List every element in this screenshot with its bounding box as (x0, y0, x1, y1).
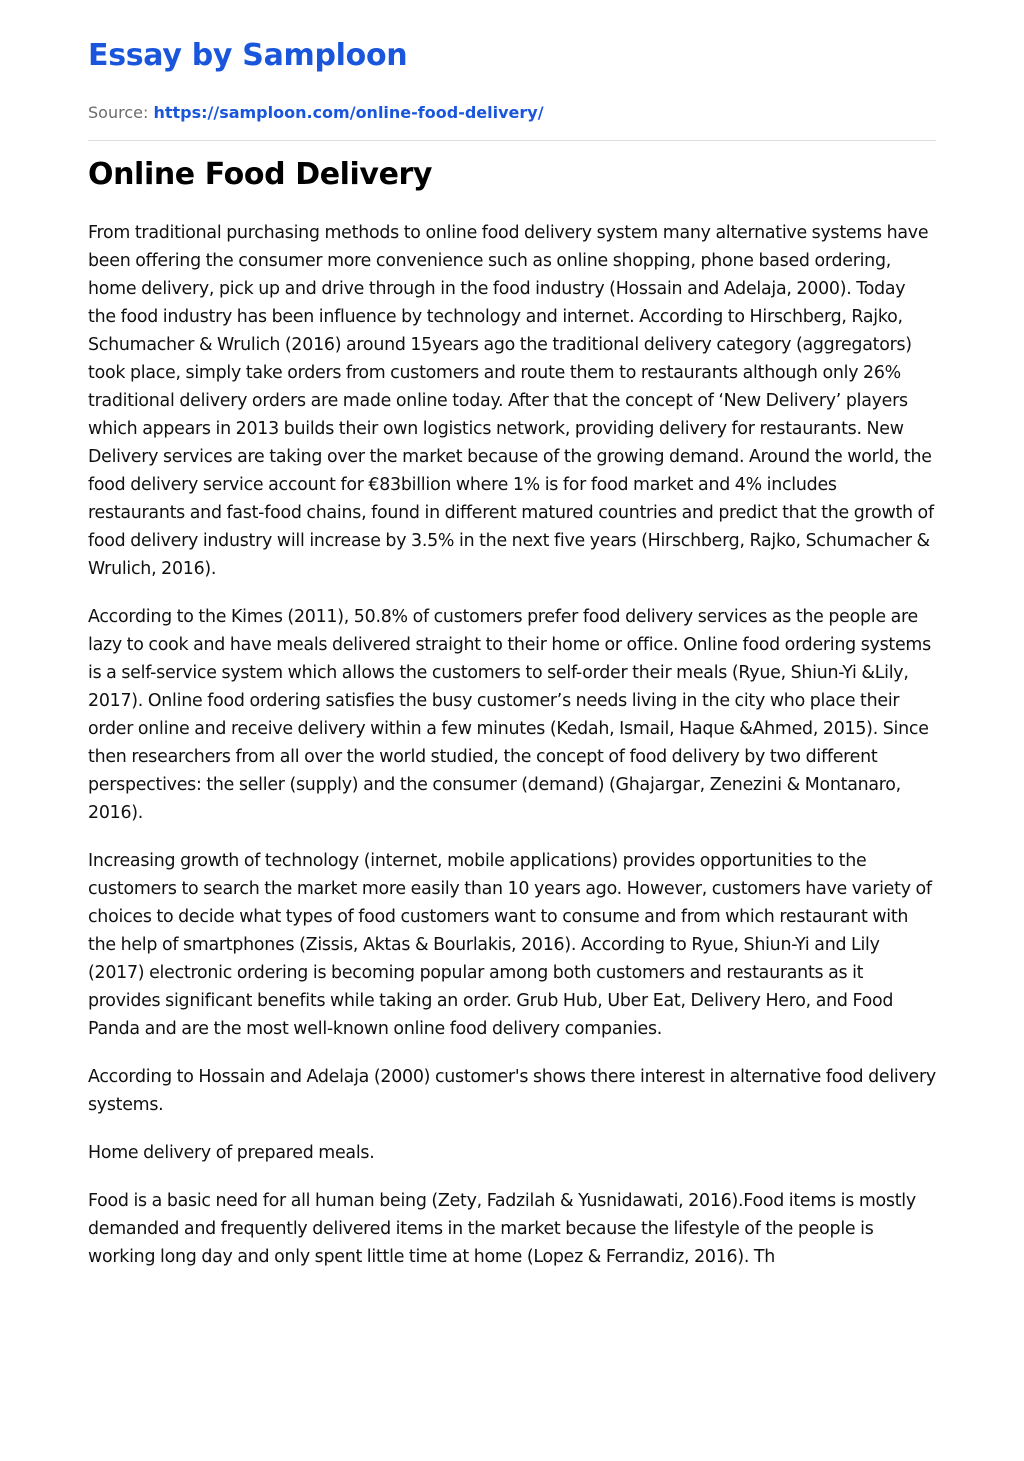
essay-paragraph: Increasing growth of technology (internet, mobile applications) provides opportunities to the customers to search the market more easily than 10 years ago. However, customers have variety of choices to decide what types of food customers want to consume and from which restaurant with the help of smartphones (Zissis, Aktas & Bourlakis, 2016). According to Ryue, Shiun-Yi and Lily (2017) electronic ordering is becoming popular among both customers and restaurants as it provides significant benefits while taking an order. Grub Hub, Uber Eat, Delivery Hero, and Food Panda and are the most well-known online food delivery companies. (88, 851, 932, 1039)
essay-paragraph: Food is a basic need for all human being (Zety, Fadzilah & Yusnidawati, 2016).Food items is mostly demanded and frequently delivered items in the market because the lifestyle of the people is working long day and only spent little time at home (Lopez & Ferrandiz, 2016). Th (88, 1191, 916, 1267)
essay-paragraph: From traditional purchasing methods to online food delivery system many alternative systems have been offering the consumer more convenience such as online shopping, phone based ordering, home delivery, pick up and drive through in the food industry (Hossain and Adelaja, 2000). Today the food industry has been influence by technology and internet. According to Hirschberg, Rajko, Schumacher & Wrulich (2016) around 15years ago the traditional delivery category (aggregators) took place, simply take orders from customers and route them to restaurants although only 26% traditional delivery orders are made online today. After that the concept of ‘New Delivery’ players which appears in 2013 builds their own logistics network, providing delivery for restaurants. New Delivery services are taking over the market because of the growing demand. Around the world, the food delivery service account for €83billion where 1% is for food market and 4% includes restaurants and fast-food chains, found in different matured countries and predict that the growth of food delivery industry will increase by 3.5% in the next five years (Hirschberg, Rajko, Schumacher & Wrulich, 2016). (88, 223, 934, 579)
essay-title: Online Food Delivery (88, 157, 433, 192)
header-divider (88, 140, 936, 141)
source-link[interactable]: https://samploon.com/online-food-delivery/ (153, 103, 544, 122)
essay-paragraph: Home delivery of prepared meals. (88, 1143, 375, 1163)
source-line (88, 102, 936, 124)
essay-paragraph: According to Hossain and Adelaja (2000) customer's shows there interest in alternative food delivery systems. (88, 1067, 936, 1115)
essay-paragraph: According to the Kimes (2011), 50.8% of customers prefer food delivery services as the people are lazy to cook and have meals delivered straight to their home or office. Online food ordering systems is a self-service system which allows the customers to self-order their meals (Ryue, Shiun-Yi &Lily, 2017). Online food ordering satisfies the busy customer’s needs living in the city who place their order online and receive delivery within a few minutes (Kedah, Ismail, Haque &Ahmed, 2015). Since then researchers from all over the world studied, the concept of food delivery by two different perspectives: the seller (supply) and the consumer (demand) (Ghajargar, Zenezini & Montanaro, 2016). (88, 607, 931, 823)
essay-body (88, 219, 936, 1271)
site-title[interactable]: Essay by Samploon (88, 38, 408, 73)
source-label: Source: (88, 103, 149, 122)
